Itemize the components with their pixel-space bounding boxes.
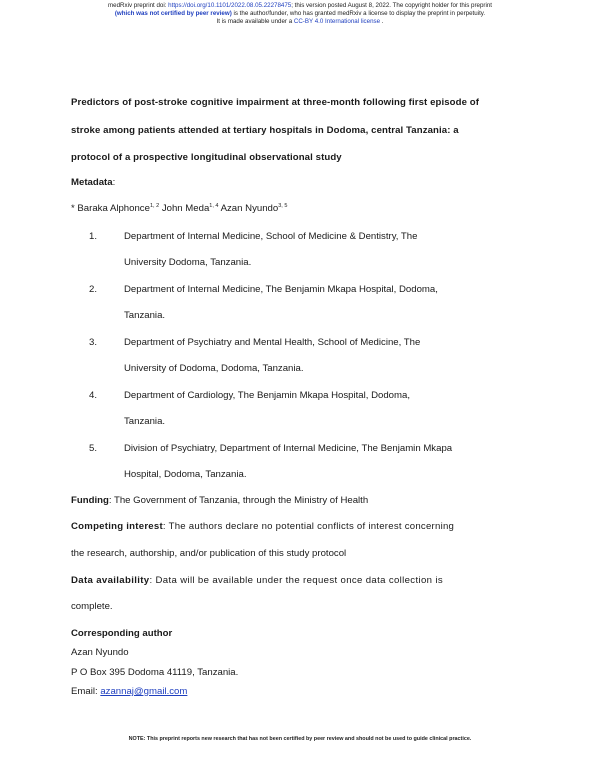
affiliation-line: Department of Psychiatry and Mental Health, School of Medicine, The	[124, 337, 421, 348]
email-label: Email:	[71, 686, 101, 697]
affiliation-number: 4.	[89, 390, 98, 401]
email-link[interactable]: azannaj@gmail.com	[100, 686, 188, 697]
affiliation-line: Tanzania.	[124, 416, 166, 427]
author-name: Azan Nyundo	[220, 203, 279, 215]
funding-statement	[71, 495, 368, 506]
header-text: It is made available under a	[216, 18, 294, 25]
author-affiliation-ref: 1, 4	[209, 203, 219, 209]
author-prefix: *	[71, 203, 78, 215]
preprint-header-line-3	[0, 18, 600, 26]
affiliation-number: 2.	[89, 284, 98, 295]
doi-link[interactable]: https://doi.org/10.1101/2022.08.05.22278475	[168, 2, 292, 9]
paper-title-line-2: stroke among patients attended at tertiary hospitals in Dodoma, central Tanzania: a	[71, 125, 459, 136]
affiliation-line: Division of Psychiatry, Department of Internal Medicine, The Benjamin Mkapa	[124, 443, 453, 454]
author-list	[71, 203, 287, 214]
author-name: Baraka Alphonce	[77, 203, 150, 215]
peer-review-note: (which was not certified by peer review)	[114, 10, 232, 17]
affiliation-line: Department of Internal Medicine, School of Medicine & Dentistry, The	[124, 231, 418, 242]
affiliation-line: Department of Cardiology, The Benjamin Mkapa Hospital, Dodoma,	[124, 390, 410, 401]
affiliation-line: Tanzania.	[124, 310, 166, 321]
license-link[interactable]: CC-BY 4.0 International license	[293, 18, 381, 25]
preprint-footer-note: NOTE: This preprint reports new research that has not been certified by peer review and should not be used to guide clinical practice.	[128, 736, 472, 742]
corresponding-author-email	[71, 686, 187, 697]
paper-title-line-1: Predictors of post-stroke cognitive impairment at three-month following first episode of	[71, 97, 480, 108]
header-text: is the author/funder, who has granted medRxiv a license to display the preprint in perpetuity.	[231, 10, 486, 17]
metadata-colon: :	[112, 177, 116, 188]
header-text: medRxiv preprint doi:	[107, 2, 169, 9]
competing-interest-text: : The authors declare no potential conflicts of interest concerning	[162, 521, 455, 532]
corresponding-author-address: P O Box 395 Dodoma 41119, Tanzania.	[71, 667, 239, 678]
author-affiliation-ref: 1, 2	[149, 203, 160, 209]
author-name: John Meda	[161, 203, 210, 215]
author-affiliation-ref: 3, 5	[278, 203, 288, 209]
preprint-header-line-2	[0, 10, 600, 18]
paper-title-line-3: protocol of a prospective longitudinal observational study	[71, 152, 342, 163]
affiliation-line: Hospital, Dodoma, Tanzania.	[124, 469, 247, 480]
header-text: .	[380, 18, 384, 25]
corresponding-author-heading: Corresponding author	[71, 628, 173, 639]
affiliation-number: 5.	[89, 443, 98, 454]
funding-text: : The Government of Tanzania, through the Ministry of Health	[108, 495, 369, 506]
preprint-header-line-1	[0, 2, 600, 10]
affiliation-number: 1.	[89, 231, 98, 242]
metadata-label: Metadata	[71, 177, 113, 188]
competing-interest-label: Competing interest	[71, 521, 163, 532]
data-availability-statement	[71, 575, 443, 586]
metadata-heading	[71, 177, 115, 188]
data-availability-text: : Data will be available under the request once data collection is	[149, 575, 443, 586]
competing-interest-statement	[71, 521, 454, 532]
affiliation-line: University Dodoma, Tanzania.	[124, 257, 252, 268]
affiliation-line: Department of Internal Medicine, The Benjamin Mkapa Hospital, Dodoma,	[124, 284, 438, 295]
competing-interest-text-cont: the research, authorship, and/or publication of this study protocol	[71, 548, 347, 559]
affiliation-number: 3.	[89, 337, 98, 348]
affiliation-line: University of Dodoma, Dodoma, Tanzania.	[124, 363, 304, 374]
data-availability-label: Data availability	[71, 575, 150, 586]
corresponding-author-name: Azan Nyundo	[71, 647, 129, 658]
funding-label: Funding	[71, 495, 109, 506]
data-availability-text-cont: complete.	[71, 601, 113, 612]
header-text: ; this version posted August 8, 2022. The copyright holder for this preprint	[291, 2, 492, 9]
